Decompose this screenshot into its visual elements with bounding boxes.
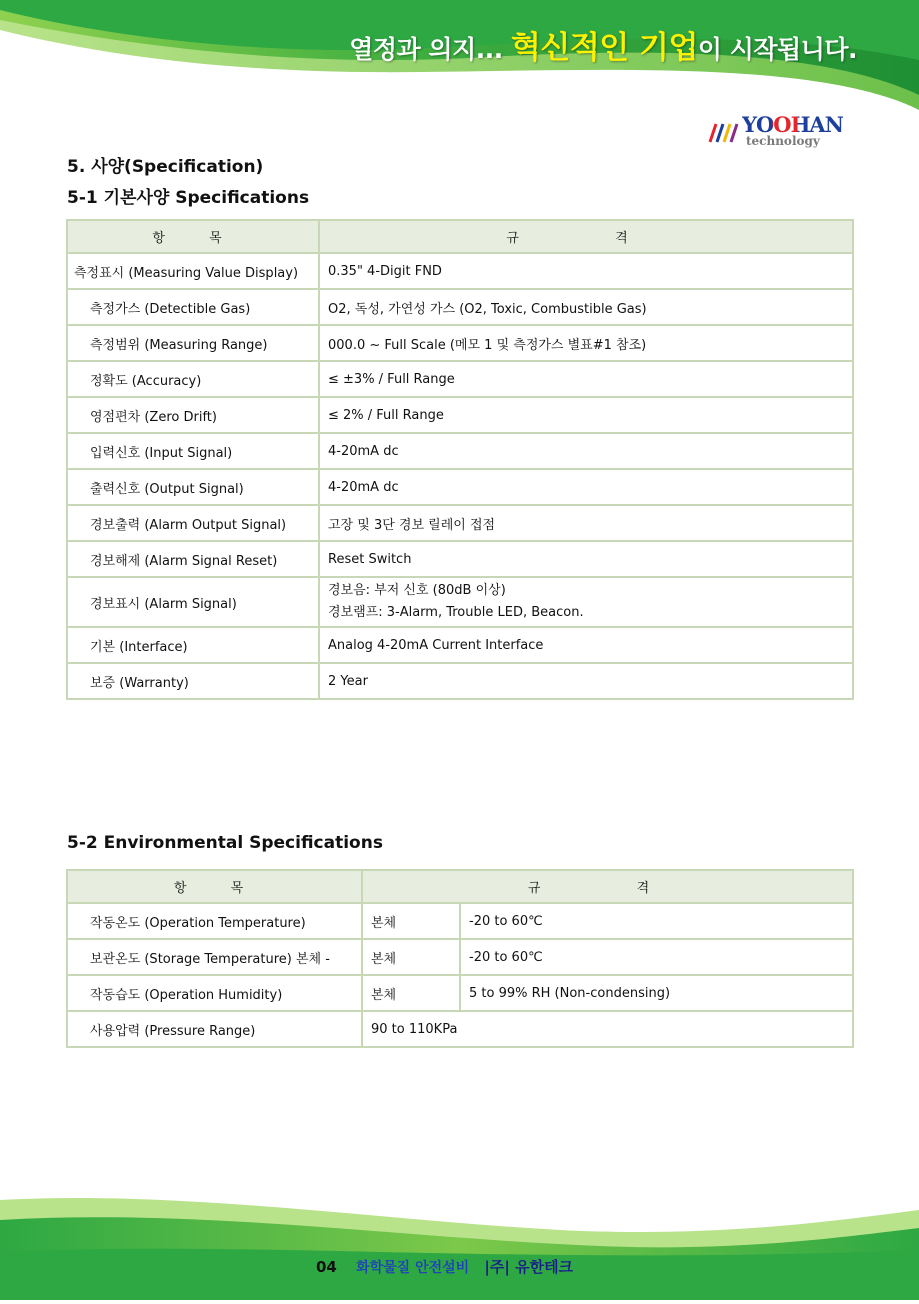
table-row — [67, 397, 853, 433]
environmental-spec-table — [66, 869, 854, 1048]
row-item: 정확도 (Accuracy) — [67, 361, 319, 397]
row-value: 90 to 110KPa — [362, 1011, 853, 1047]
page-number: 04 — [316, 1258, 337, 1276]
header-item: 항 목 — [67, 220, 319, 253]
row-item: 측정가스 (Detectible Gas) — [67, 289, 319, 325]
section-title-specification: 5. 사양(Specification) — [67, 157, 264, 177]
row-value: Reset Switch — [319, 541, 853, 577]
row-value-line: 경보램프: 3-Alarm, Trouble LED, Beacon. — [328, 605, 584, 620]
footer-company: |주| 유한테크 — [484, 1258, 574, 1276]
table-row — [67, 433, 853, 469]
header-spec: 규 격 — [362, 870, 853, 903]
footer-text — [316, 1256, 573, 1277]
table-row — [67, 939, 853, 975]
table-header-row — [67, 870, 853, 903]
row-value: 4-20mA dc — [319, 433, 853, 469]
footer-banner — [0, 1190, 919, 1300]
table-row — [67, 627, 853, 663]
table-row — [67, 577, 853, 627]
row-item: 보증 (Warranty) — [67, 663, 319, 699]
row-value: ≤ 2% / Full Range — [319, 397, 853, 433]
company-logo — [706, 112, 852, 152]
table-row — [67, 1011, 853, 1047]
header-item: 항 목 — [67, 870, 362, 903]
table-row — [67, 253, 853, 289]
section-title-basic: 5-1 기본사양 Specifications — [67, 188, 310, 208]
logo-stripes-icon — [706, 118, 742, 148]
row-value: Analog 4-20mA Current Interface — [319, 627, 853, 663]
footer-department: 화학물질 안전설비 — [356, 1260, 470, 1276]
row-value: 4-20mA dc — [319, 469, 853, 505]
table-row — [67, 289, 853, 325]
footer-wave-graphic — [0, 1190, 919, 1300]
section-title-environmental: 5-2 Environmental Specifications — [67, 833, 383, 853]
row-part: 본체 — [362, 903, 460, 939]
table-row — [67, 663, 853, 699]
row-value: 5 to 99% RH (Non-condensing) — [460, 975, 853, 1011]
row-value-line: 경보음: 부저 신호 (80dB 이상) — [328, 583, 506, 598]
row-value: O2, 독성, 가연성 가스 (O2, Toxic, Combustible Gas) — [319, 289, 853, 325]
row-value: -20 to 60℃ — [460, 903, 853, 939]
row-item: 사용압력 (Pressure Range) — [67, 1011, 362, 1047]
table-row — [67, 541, 853, 577]
row-value: ≤ ±3% / Full Range — [319, 361, 853, 397]
row-value: 2 Year — [319, 663, 853, 699]
row-item: 작동습도 (Operation Humidity) — [67, 975, 362, 1011]
table-row — [67, 361, 853, 397]
row-value — [319, 577, 853, 627]
table-row — [67, 469, 853, 505]
row-item: 보관온도 (Storage Temperature) 본체 - — [67, 939, 362, 975]
row-part: 본체 — [362, 939, 460, 975]
table-row — [67, 903, 853, 939]
table-header-row — [67, 220, 853, 253]
header-banner — [0, 0, 919, 110]
table-row — [67, 975, 853, 1011]
row-value: 고장 및 3단 경보 릴레이 접점 — [319, 505, 853, 541]
row-item: 영점편차 (Zero Drift) — [67, 397, 319, 433]
row-item: 경보표시 (Alarm Signal) — [67, 577, 319, 627]
row-item: 측정표시 (Measuring Value Display) — [67, 253, 319, 289]
row-item: 입력신호 (Input Signal) — [67, 433, 319, 469]
row-item: 측정범위 (Measuring Range) — [67, 325, 319, 361]
header-spec: 규 격 — [319, 220, 853, 253]
row-item: 경보출력 (Alarm Output Signal) — [67, 505, 319, 541]
row-item: 경보해제 (Alarm Signal Reset) — [67, 541, 319, 577]
row-value: -20 to 60℃ — [460, 939, 853, 975]
row-value: 000.0 ~ Full Scale (메모 1 및 측정가스 별표#1 참조) — [319, 325, 853, 361]
slogan-highlight: 혁신적인 기업 — [510, 30, 698, 66]
row-item: 기본 (Interface) — [67, 627, 319, 663]
row-value: 0.35" 4-Digit FND — [319, 253, 853, 289]
table-row — [67, 505, 853, 541]
row-part: 본체 — [362, 975, 460, 1011]
header-slogan: 열정과 의지... 혁신적인 기업이 시작됩니다. — [349, 30, 857, 66]
logo-wordmark: YOOHAN — [742, 112, 843, 137]
table-row — [67, 325, 853, 361]
row-item: 출력신호 (Output Signal) — [67, 469, 319, 505]
row-item: 작동온도 (Operation Temperature) — [67, 903, 362, 939]
basic-spec-table — [66, 219, 854, 700]
logo-subtitle: technology — [746, 134, 820, 148]
